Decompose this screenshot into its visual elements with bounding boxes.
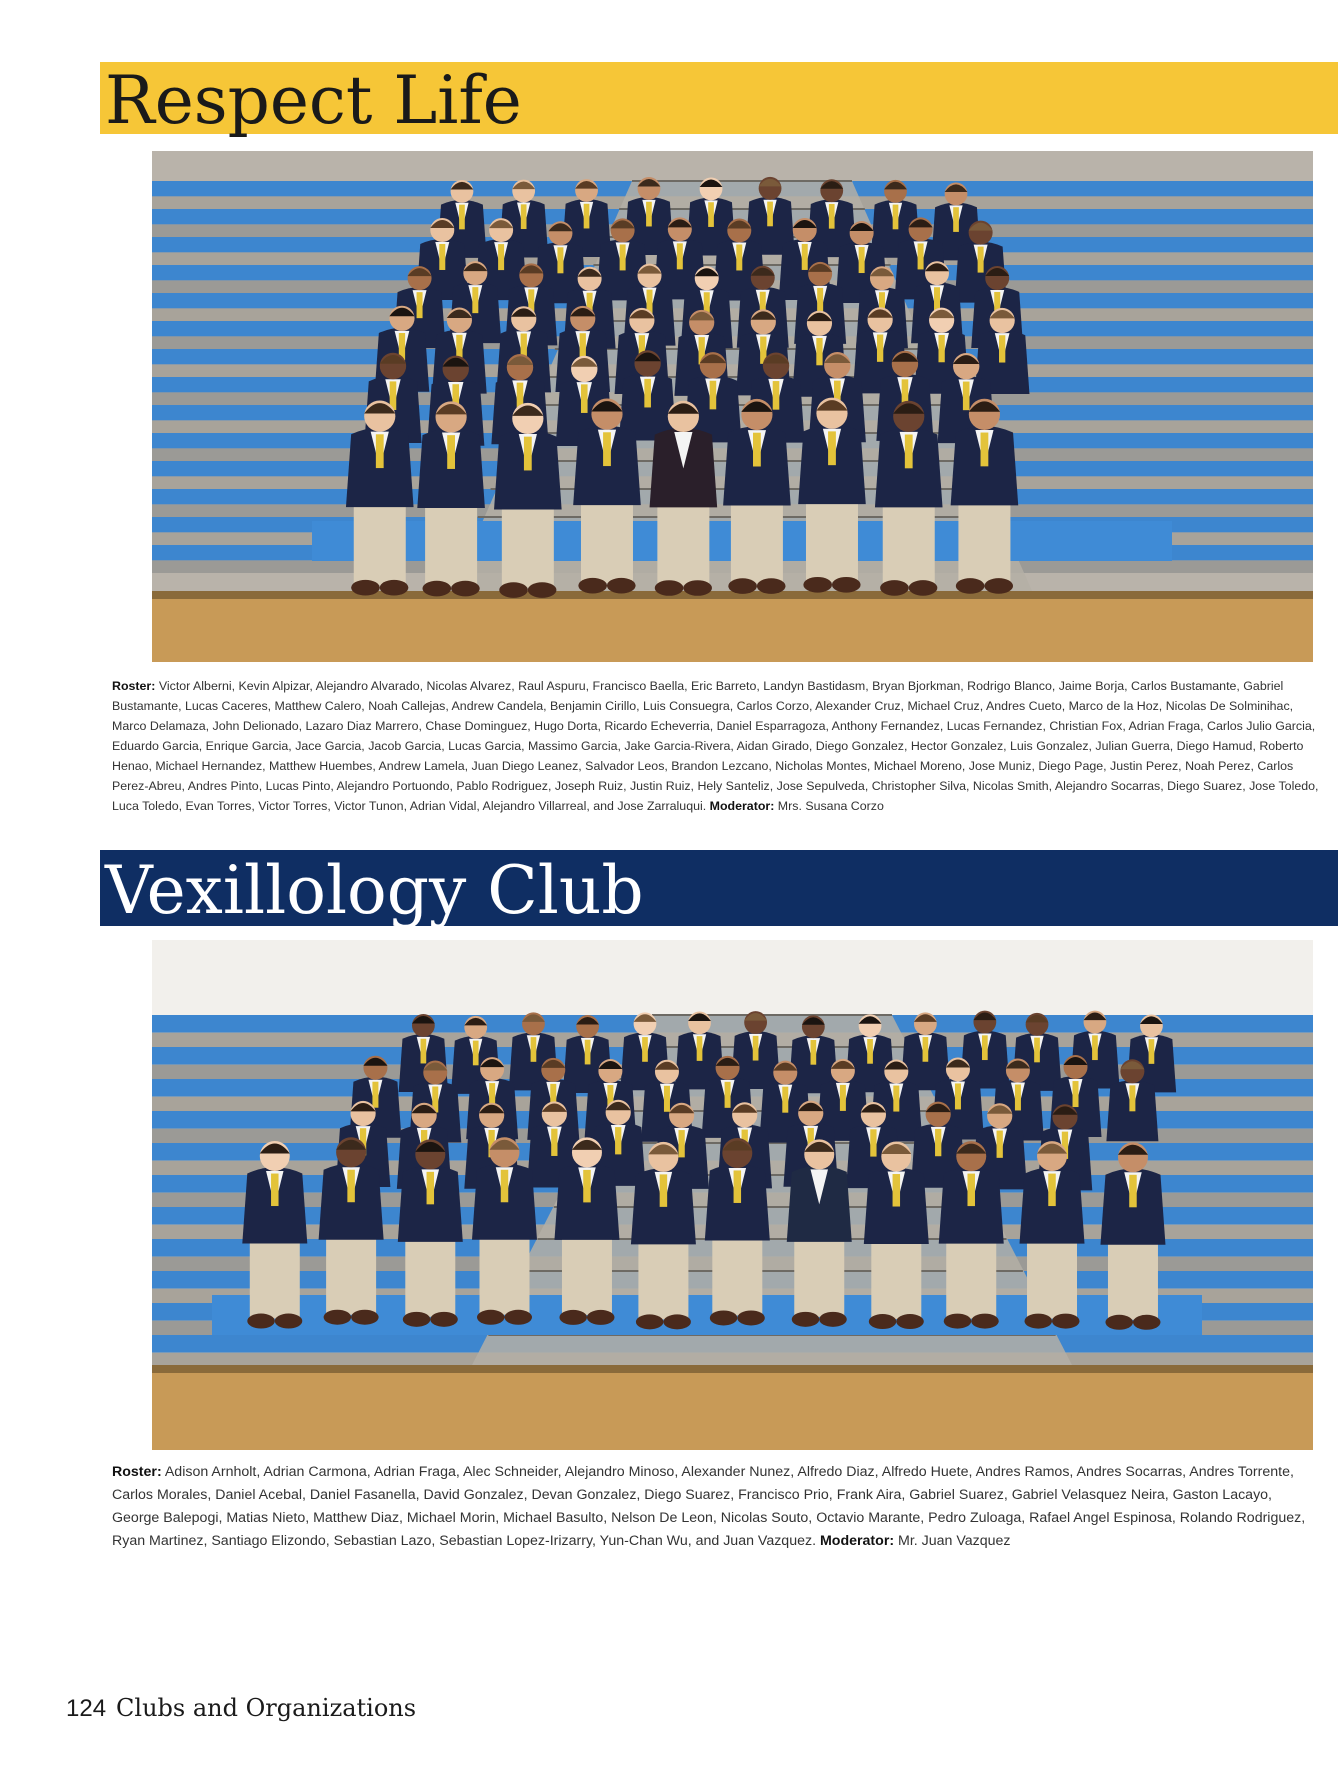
page-number: 124 <box>66 1695 107 1722</box>
moderator-label: Moderator: <box>819 1533 895 1549</box>
roster-label: Roster: <box>112 1464 162 1480</box>
roster-label: Roster: <box>112 679 156 693</box>
roster-names: Adison Arnholt, Adrian Carmona, Adrian Fraga, Alec Schneider, Alejandro Minoso, Alexander Nunez, Alfredo Diaz, Alfredo Huete, Andres Ramos, Andres Socarras, Andres Torrente, Carlos Morales, Daniel Acebal, Daniel Fasanella, David Gonzalez, Devan Gonzalez, Diego Suarez, Francisco Prio, Frank Aira, Gabriel Suarez, Gabriel Velasquez Neira, Gaston Lacayo, George Balepogi, Matias Nieto, Matthew Diaz, Michael Morin, Michael Basulto, Nelson De Leon, Nicolas Souto, Octavio Marante, Pedro Zuloaga, Rafael Angel Espinosa, Rolando Rodriguez, Ryan Martinez, Santiago Elizondo, Sebastian Lazo, Sebastian Lopez-Irizarry, Yun-Chan Wu, and Juan Vazquez. <box>112 1464 1306 1549</box>
group-photo-vexillology-club <box>152 940 1313 1450</box>
section-title-vexillology-club: Vexillology Club <box>105 852 644 929</box>
group-photo-vexillology-club-image <box>152 940 1313 1450</box>
group-photo-respect-life-image <box>152 151 1313 662</box>
moderator-name: Mrs. Susana Corzo <box>777 799 884 813</box>
page-footer <box>66 1694 416 1723</box>
moderator-label: Moderator: <box>709 799 775 813</box>
moderator-name: Mr. Juan Vazquez <box>898 1533 1011 1549</box>
roster-respect-life <box>112 676 1322 816</box>
footer-section-name: Clubs and Organizations <box>116 1694 417 1722</box>
group-photo-respect-life <box>152 151 1313 662</box>
section-title-respect-life: Respect Life <box>105 62 522 139</box>
roster-vexillology-club <box>112 1461 1322 1553</box>
roster-names: Victor Alberni, Kevin Alpizar, Alejandro Alvarado, Nicolas Alvarez, Raul Aspuru, Francisco Baella, Eric Barreto, Landyn Bastidasm, Bryan Bjorkman, Rodrigo Blanco, Jaime Borja, Carlos Bustamante, Gabriel Bustamante, Lucas Caceres, Matthew Calero, Noah Callejas, Andrew Candela, Benjamin Cirillo, Luis Consuegra, Carlos Corzo, Alexander Cruz, Michael Cruz, Andres Cueto, Marco de la Hoz, Nicolas De Solminihac, Marco Delamaza, John Delionado, Lazaro Diaz Marrero, Chase Dominguez, Hugo Dorta, Ricardo Echeverria, Daniel Esparragoza, Anthony Fernandez, Lucas Fernandez, Christian Fox, Adrian Fraga, Carlos Julio Garcia, Eduardo Garcia, Enrique Garcia, Jace Garcia, Jacob Garcia, Lucas Garcia, Massimo Garcia, Jake Garcia-Rivera, Aidan Girado, Diego Gonzalez, Hector Gonzalez, Luis Gonzalez, Julian Guerra, Diego Hamud, Roberto Henao, Michael Hernandez, Matthew Huembes, Andrew Lamela, Juan Diego Leanez, Salvador Leos, Brandon Lezcano, Nicholas Montes, Michael Moreno, Jose Muniz, Diego Page, Justin Perez, Noah Perez, Carlos Perez-Abreu, Andres Pinto, Lucas Pinto, Alejandro Portuondo, Pablo Rodriguez, Joseph Ruiz, Justin Ruiz, Hely Santeliz, Jose Sepulveda, Christopher Silva, Nicolas Smith, Alejandro Socarras, Diego Suarez, Jose Toledo, Luca Toledo, Evan Torres, Victor Torres, Victor Tunon, Adrian Vidal, Alejandro Villarreal, and Jose Zarraluqui. <box>112 679 1319 813</box>
